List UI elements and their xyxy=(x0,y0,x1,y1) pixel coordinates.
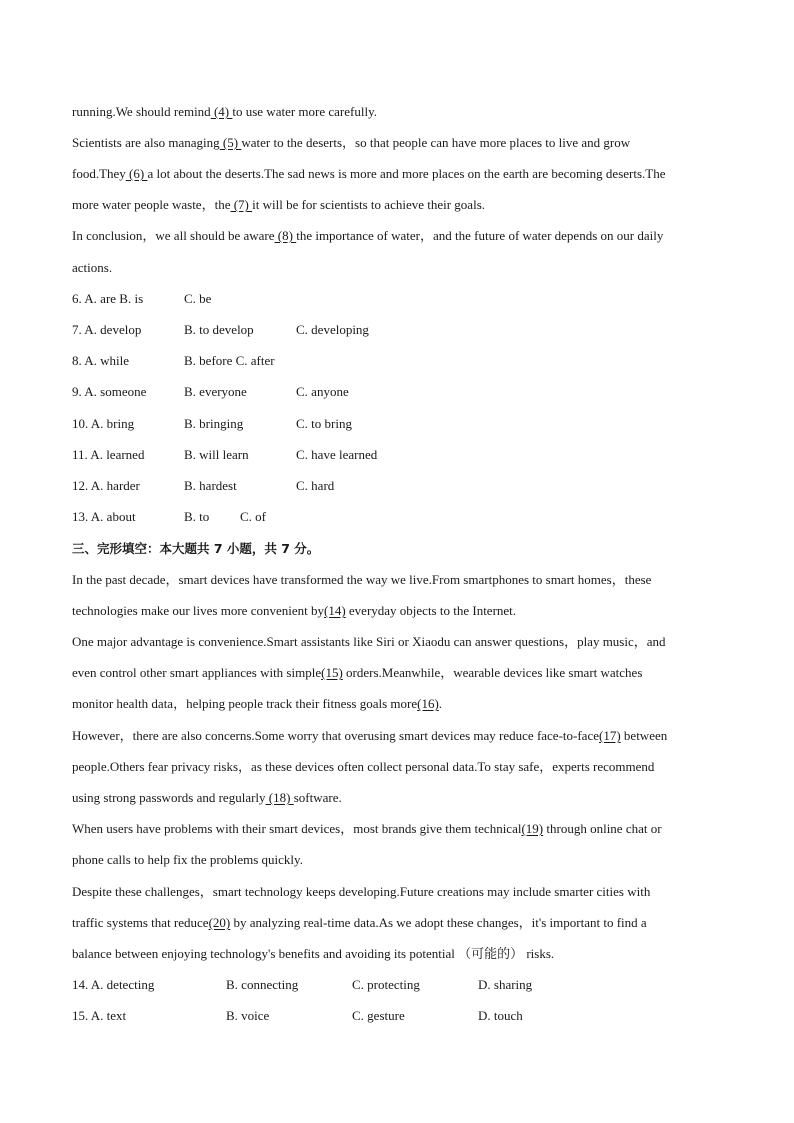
blank-15: (15) xyxy=(321,665,343,680)
text: everyday objects to the Internet. xyxy=(345,603,517,618)
option-row-10: 10. A. bring xyxy=(72,416,135,431)
passage-line xyxy=(72,603,516,619)
option-8-b: B. before C. after xyxy=(184,353,275,368)
option-11-c: C. have learned xyxy=(296,447,378,462)
blank-14: (14) xyxy=(323,603,346,618)
option-11-b: B. will learn xyxy=(184,447,249,462)
text: monitor health data，helping people track their fitness goals more xyxy=(72,696,418,711)
text: running.We should remind xyxy=(72,104,211,119)
option-14-d: D. sharing xyxy=(478,977,533,992)
blank-8: (8) xyxy=(274,228,297,243)
option-row-12: 12. A. harder xyxy=(72,478,140,493)
option-row-11: 11. A. learned xyxy=(72,447,145,462)
blank-19: (19) xyxy=(521,821,544,836)
blank-17: (17) xyxy=(599,728,621,743)
passage-line: people.Others fear privacy risks，as these devices often collect personal data.To stay safe，experts recommend xyxy=(72,759,655,774)
option-14-c: C. protecting xyxy=(352,977,420,992)
option-9-c: C. anyone xyxy=(296,384,349,399)
blank-7: (7) xyxy=(230,197,253,212)
option-14-b: B. connecting xyxy=(226,977,299,992)
passage-line xyxy=(72,135,630,151)
option-15-d: D. touch xyxy=(478,1008,523,1023)
blank-18: (18) xyxy=(265,790,294,805)
passage-line xyxy=(72,790,342,806)
text: more water people waste，the xyxy=(72,197,231,212)
option-row-8: 8. A. while xyxy=(72,353,130,368)
passage-line: Despite these challenges，smart technology keeps developing.Future creations may include smarter cities with xyxy=(72,884,651,899)
option-row-15: 15. A. text xyxy=(72,1008,127,1023)
text: through online chat or xyxy=(543,821,662,836)
text: it will be for scientists to achieve their goals. xyxy=(252,197,485,212)
passage-line xyxy=(72,728,667,744)
text: However，there are also concerns.Some worry that overusing smart devices may reduce face-to-face xyxy=(72,728,599,743)
text: using strong passwords and regularly xyxy=(72,790,266,805)
text: water to the deserts，so that people can have more places to live and grow xyxy=(241,135,631,150)
option-12-b: B. hardest xyxy=(184,478,237,493)
section-heading: 三、完形填空：本大题共 7 小题，共 7 分。 xyxy=(72,541,320,556)
text: technologies make our lives more convenient by xyxy=(72,603,324,618)
blank-16: (16) xyxy=(417,696,439,711)
blank-20: (20) xyxy=(208,915,231,930)
option-row-13: 13. A. about xyxy=(72,509,136,524)
text: Scientists are also managing xyxy=(72,135,220,150)
option-7-b: B. to develop xyxy=(184,322,254,337)
text: orders.Meanwhile，wearable devices like smart watches xyxy=(342,665,643,680)
blank-4: (4) xyxy=(210,104,233,119)
option-6-b: C. be xyxy=(184,291,212,306)
option-15-b: B. voice xyxy=(226,1008,270,1023)
passage-line: phone calls to help fix the problems quickly. xyxy=(72,852,303,867)
passage-line xyxy=(72,665,642,681)
option-10-b: B. bringing xyxy=(184,416,244,431)
option-15-c: C. gesture xyxy=(352,1008,405,1023)
passage-line: In the past decade，smart devices have transformed the way we live.From smartphones to smart homes，these xyxy=(72,572,652,587)
text: When users have problems with their smart devices，most brands give them technical xyxy=(72,821,522,836)
option-row-7: 7. A. develop xyxy=(72,322,142,337)
blank-6: (6) xyxy=(125,166,148,181)
passage-line xyxy=(72,821,662,837)
option-9-b: B. everyone xyxy=(184,384,247,399)
passage-line xyxy=(72,228,663,244)
passage-line: actions. xyxy=(72,260,113,275)
passage-line xyxy=(72,166,665,182)
passage-line xyxy=(72,696,442,712)
text: software. xyxy=(293,790,342,805)
option-row-6: 6. A. are B. is xyxy=(72,291,144,306)
option-row-9: 9. A. someone xyxy=(72,384,147,399)
text: . xyxy=(438,696,443,711)
text: even control other smart appliances with simple xyxy=(72,665,322,680)
option-7-c: C. developing xyxy=(296,322,369,337)
text: to use water more carefully. xyxy=(232,104,377,119)
passage-line: balance between enjoying technology's benefits and avoiding its potential （可能的） risks. xyxy=(72,946,555,961)
text: traffic systems that reduce xyxy=(72,915,209,930)
option-row-14: 14. A. detecting xyxy=(72,977,155,992)
text: In conclusion，we all should be aware xyxy=(72,228,275,243)
blank-5: (5) xyxy=(219,135,242,150)
text: between xyxy=(620,728,668,743)
text: the importance of water，and the future of water depends on our daily xyxy=(296,228,664,243)
passage-line xyxy=(72,197,485,213)
text: a lot about the deserts.The sad news is more and more places on the earth are becoming deserts.The xyxy=(147,166,666,181)
option-13-c: C. of xyxy=(240,509,266,524)
text: by analyzing real-time data.As we adopt these changes，it's important to find a xyxy=(230,915,647,930)
option-13-b: B. to xyxy=(184,509,210,524)
option-10-c: C. to bring xyxy=(296,416,352,431)
passage-line xyxy=(72,915,647,931)
passage-line xyxy=(72,104,377,120)
text: food.They xyxy=(72,166,126,181)
option-12-c: C. hard xyxy=(296,478,335,493)
passage-line: One major advantage is convenience.Smart assistants like Siri or Xiaodu can answer questions，play music，and xyxy=(72,634,666,649)
